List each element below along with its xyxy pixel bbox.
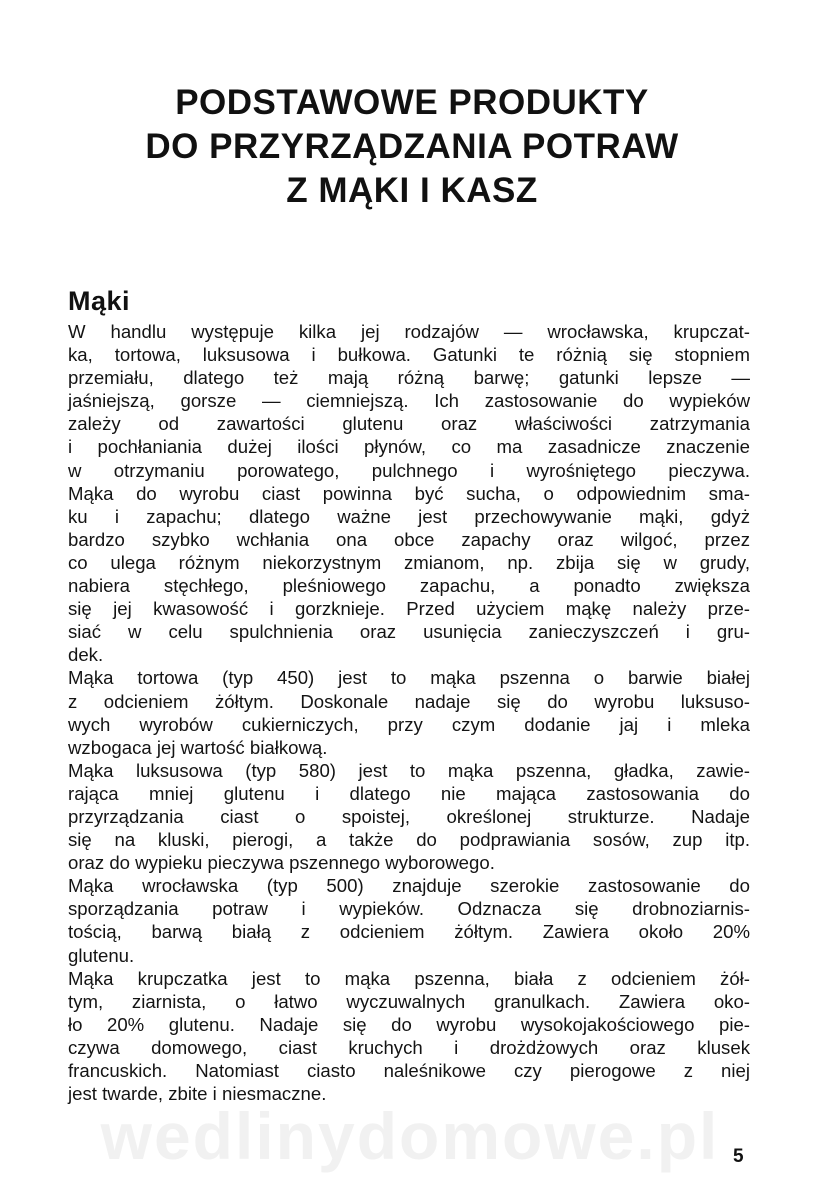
body-line: jest twarde, zbite i niesmaczne.	[68, 1083, 327, 1105]
body-line: wych wyrobów cukierniczych, przy czym dodanie jaj i mleka	[68, 713, 750, 735]
body-line: oraz do wypieku pieczywa pszennego wyborowego.	[68, 852, 495, 874]
body-line: W handlu występuje kilka jej rodzajów — wrocławska, krupczat-	[68, 321, 750, 342]
body-line: sporządzania potraw i wypieków. Odznacza się drobnoziarnis-	[68, 898, 750, 920]
body-line: wzbogaca jej wartość białkową.	[68, 736, 328, 758]
body-line: przyrządzania ciast o spoistej, określonej strukturze. Nadaje	[68, 805, 750, 827]
body-line: glutenu.	[68, 944, 135, 966]
body-line: ka, tortowa, luksusowa i bułkowa. Gatunki te różnią się stopniem	[68, 344, 750, 366]
body-line: z odcieniem żółtym. Doskonale nadaje się do wyrobu luksuso-	[68, 690, 750, 712]
section-heading: Mąki	[68, 286, 131, 317]
body-line: Mąka do wyrobu ciast powinna być sucha, o odpowiednim sma-	[68, 482, 750, 504]
body-line: dek.	[68, 644, 104, 666]
chapter-title-line: Z MĄKI I KASZ	[286, 171, 538, 211]
body-text	[68, 320, 750, 1105]
body-line: francuskich. Natomiast ciasto naleśnikowe czy pierogowe z niej	[68, 1060, 750, 1081]
body-line: rająca mniej glutenu i dlatego nie mająca zastosowania do	[68, 782, 750, 804]
body-line: Mąka tortowa (typ 450) jest to mąka pszenna o barwie białej	[68, 667, 750, 689]
body-line: i pochłaniania dużej ilości płynów, co ma zasadnicze znaczenie	[68, 436, 750, 458]
body-line: czywa domowego, ciast kruchych i drożdżowych oraz klusek	[68, 1036, 750, 1058]
body-line: Mąka wrocławska (typ 500) znajduje szerokie zastosowanie do	[68, 875, 750, 897]
body-line: nabiera stęchłego, pleśniowego zapachu, a ponadto zwiększa	[68, 575, 750, 597]
chapter-title-line: PODSTAWOWE PRODUKTY	[175, 83, 649, 123]
watermark: wedlinydomowe.pl	[100, 1099, 720, 1173]
body-line: bardzo szybko wchłania ona obce zapachy oraz wilgoć, przez	[68, 528, 750, 550]
chapter-title	[60, 81, 764, 213]
body-line: tym, ziarnista, o łatwo wyczuwalnych granulkach. Zawiera oko-	[68, 990, 750, 1012]
body-line: jaśniejszą, gorsze — ciemniejszą. Ich zastosowanie do wypieków	[68, 390, 750, 412]
body-line: siać w celu spulchnienia oraz usunięcia zanieczyszczeń i gru-	[68, 621, 750, 643]
body-line: ło 20% glutenu. Nadaje się do wyrobu wysokojakościowego pie-	[68, 1013, 750, 1035]
body-line: tością, barwą białą z odcieniem żółtym. Zawiera około 20%	[68, 921, 750, 943]
body-line: zależy od zawartości glutenu oraz właściwości zatrzymania	[68, 413, 750, 435]
body-line: przemiału, dlatego też mają różną barwę; gatunki lepsze —	[68, 367, 750, 389]
body-line: co ulega różnym niekorzystnym zmianom, np. zbija się w grudy,	[68, 551, 750, 573]
body-line: się jej kwasowość i gorzknieje. Przed użyciem mąkę należy prze-	[68, 598, 750, 620]
body-line: Mąka krupczatka jest to mąka pszenna, biała z odcieniem żół-	[68, 967, 750, 989]
page-number: 5	[733, 1146, 744, 1167]
body-line: ku i zapachu; dlatego ważne jest przechowywanie mąki, gdyż	[68, 505, 750, 527]
body-line: się na kluski, pierogi, a także do podprawiania sosów, zup itp.	[68, 829, 750, 851]
body-line: w otrzymaniu porowatego, pulchnego i wyrośniętego pieczywa.	[68, 459, 750, 481]
body-line: Mąka luksusowa (typ 580) jest to mąka pszenna, gładka, zawie-	[68, 759, 750, 781]
chapter-title-line: DO PRZYRZĄDZANIA POTRAW	[145, 127, 679, 167]
